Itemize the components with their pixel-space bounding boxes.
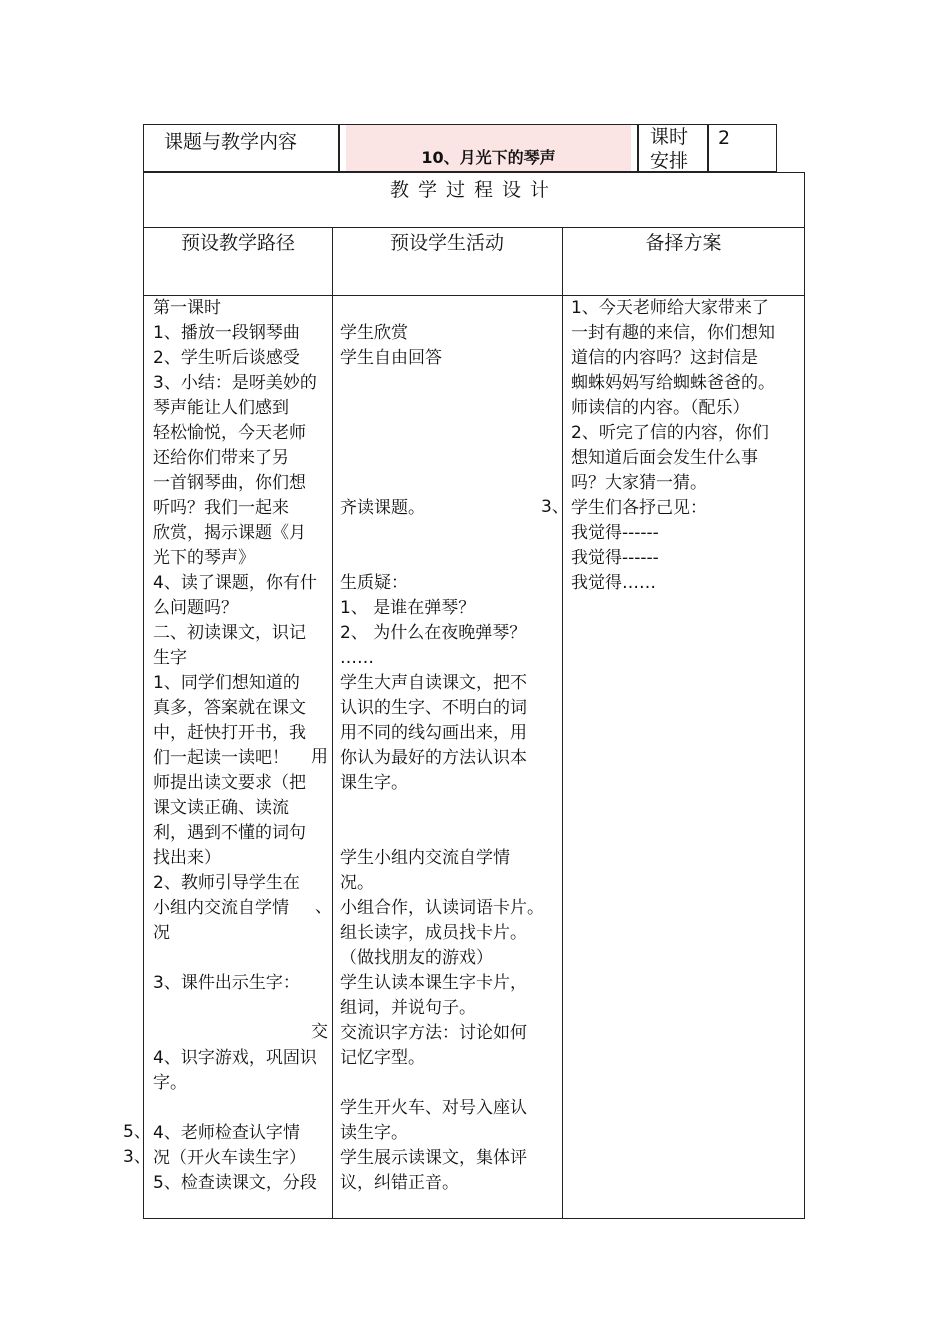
teaching-path-line: 1、播放一段钢琴曲 — [153, 323, 300, 343]
teaching-path-line: 二、初读课文，识记 — [153, 623, 306, 643]
student-activity-line: 组词，并说句子。 — [340, 998, 476, 1018]
stray-5: 5、 — [123, 1122, 151, 1142]
student-activity-line: 认识的生字、不明白的词 — [340, 698, 527, 718]
teaching-path-line — [153, 1021, 317, 1046]
student-activity-line — [340, 1071, 544, 1096]
col-divider-1 — [332, 227, 333, 1218]
teaching-path-line: 3、课件出示生字： — [153, 973, 300, 993]
alternative-plan-line: 2、听完了信的内容，你们 — [571, 423, 769, 443]
teaching-path-line: 第一课时 — [153, 298, 221, 318]
student-activity-line: 小组合作，认读词语卡片。 — [340, 898, 544, 918]
process-table — [143, 172, 805, 1219]
stray-comma: 、 — [315, 897, 332, 917]
alternative-plan-line: 学生们各抒己见： — [571, 498, 707, 518]
student-activity-line: 学生认读本课生字卡片， — [340, 973, 527, 993]
alternative-plan-line: 一封有趣的来信，你们想知 — [571, 323, 775, 343]
alternative-plan-line: 吗？大家猜一猜。 — [571, 473, 707, 493]
alternative-plan-line: 我觉得------ — [571, 523, 659, 543]
alternative-plan-line: 蜘蛛妈妈写给蜘蛛爸爸的。 — [571, 373, 775, 393]
teaching-path-line: 小组内交流自学情 — [153, 898, 289, 918]
student-activity-line — [340, 296, 544, 321]
lesson-title: 10、月光下的琴声 — [421, 148, 556, 167]
teaching-path-line: 生字 — [153, 648, 187, 668]
alternative-plan-line: 我觉得…… — [571, 573, 656, 593]
student-activity-line: 学生开火车、对号入座认 — [340, 1098, 527, 1118]
teaching-path-line: 真多，答案就在课文 — [153, 698, 306, 718]
teaching-path-line: 中，赶快打开书，我 — [153, 723, 306, 743]
student-activity-line: 学生大声自读课文，把不 — [340, 673, 527, 693]
teaching-path-line: 1、同学们想知道的 — [153, 673, 300, 693]
period-label — [638, 124, 708, 172]
student-activity-line: 2、 为什么在夜晚弹琴？ — [340, 623, 527, 643]
student-activity-line — [340, 546, 544, 571]
col2-header: 预设学生活动 — [389, 232, 504, 254]
student-activity-line — [340, 446, 544, 471]
teaching-path-line: 况（开火车读生字） — [153, 1148, 306, 1168]
teaching-path-line: 欣赏，揭示课题《月 — [153, 523, 306, 543]
student-activity-line: 记忆字型。 — [340, 1048, 425, 1068]
teaching-path-line — [153, 1096, 317, 1121]
student-activity-line: 课生字。 — [340, 773, 408, 793]
student-activity-line: 学生欣赏 — [340, 323, 408, 343]
teaching-path-line: 找出来） — [153, 848, 221, 868]
student-activity-line: 读生字。 — [340, 1123, 408, 1143]
student-activity-line: 齐读课题。 — [340, 498, 425, 518]
teaching-path-line: 4、读了课题，你有什 — [153, 573, 317, 593]
teaching-path-line: 师提出读文要求（把 — [153, 773, 306, 793]
student-activity-line — [340, 521, 544, 546]
teaching-path-line: 5、检查读课文，分段 — [153, 1173, 317, 1193]
section-title: 教学过程设计 — [389, 179, 558, 201]
alternative-plan-line: 1、今天老师给大家带来了 — [571, 298, 769, 318]
teaching-path-line: 光下的琴声》 — [153, 548, 255, 568]
teaching-path-line: 们一起读一读吧！ — [153, 748, 289, 768]
teaching-path-line: 还给你们带来了另 — [153, 448, 289, 468]
topic-label: 课题与教学内容 — [143, 124, 339, 172]
stray-yong: 用 — [311, 747, 328, 767]
student-activity-line: 学生小组内交流自学情 — [340, 848, 510, 868]
teaching-path-line: 课文读正确、读流 — [153, 798, 289, 818]
teaching-path-line: 4、识字游戏，巩固识 — [153, 1048, 317, 1068]
period-label-line2: 安排 — [650, 150, 689, 172]
student-activity-line: 1、 是谁在弹琴？ — [340, 598, 476, 618]
period-count: 2 — [708, 124, 777, 172]
teaching-path-line: 轻松愉悦，今天老师 — [153, 423, 306, 443]
teaching-path-line — [153, 996, 317, 1021]
teaching-path-line: 听吗？我们一起来 — [153, 498, 289, 518]
student-activity-line: 学生展示读课文，集体评 — [340, 1148, 527, 1168]
alternative-plan-line: 道信的内容吗？这封信是 — [571, 348, 758, 368]
alternative-plan-line: 师读信的内容。（配乐） — [571, 398, 750, 418]
student-activity-line: 况。 — [340, 873, 374, 893]
teaching-path-line: 3、小结：是呀美妙的 — [153, 373, 317, 393]
student-activity-line — [340, 796, 544, 821]
student-activity-line: 交流识字方法：讨论如何 — [340, 1023, 527, 1043]
alternative-plan-line: 我觉得------ — [571, 548, 659, 568]
teaching-path-line: 一首钢琴曲，你们想 — [153, 473, 306, 493]
teaching-path-line — [153, 946, 317, 971]
stray-3-left: 3、 — [123, 1147, 151, 1167]
student-activity-line: （做找朋友的游戏） — [340, 948, 493, 968]
student-activity-line: 用不同的线勾画出来，用 — [340, 723, 527, 743]
student-activity-text — [340, 296, 544, 1196]
student-activity-line — [340, 421, 544, 446]
period-label-line1: 课时 — [650, 126, 689, 148]
teaching-path-line: 琴声能让人们感到 — [153, 398, 289, 418]
student-activity-line — [340, 471, 544, 496]
teaching-path-line: 2、学生听后谈感受 — [153, 348, 300, 368]
student-activity-line: 你认为最好的方法认识本 — [340, 748, 527, 768]
teaching-path-line: 字。 — [153, 1073, 187, 1093]
stray-3-col3: 3、 — [541, 497, 569, 517]
student-activity-line: 议，纠错正音。 — [340, 1173, 459, 1193]
student-activity-line: 组长读字，成员找卡片。 — [340, 923, 527, 943]
col-divider-2 — [562, 227, 563, 1218]
student-activity-line: 学生自由回答 — [340, 348, 442, 368]
alternative-plan-line: 想知道后面会发生什么事 — [571, 448, 758, 468]
lesson-title-cell — [339, 124, 638, 172]
teaching-path-line: 2、教师引导学生在 — [153, 873, 300, 893]
alternative-plan-text — [571, 296, 775, 596]
student-activity-line: …… — [340, 648, 374, 668]
student-activity-line — [340, 371, 544, 396]
col1-header: 预设教学路径 — [180, 232, 295, 254]
teaching-path-line: 么问题吗？ — [153, 598, 238, 618]
teaching-path-line: 利，遇到不懂的词句 — [153, 823, 306, 843]
student-activity-line — [340, 396, 544, 421]
teaching-path-line: 况 — [153, 923, 170, 943]
student-activity-line — [340, 821, 544, 846]
teaching-path-text — [153, 296, 317, 1196]
col3-header: 备择方案 — [645, 232, 722, 254]
student-activity-line: 生质疑： — [340, 573, 408, 593]
teaching-path-line: 4、老师检查认字情 — [153, 1123, 300, 1143]
stray-jiao: 交 — [311, 1022, 328, 1042]
